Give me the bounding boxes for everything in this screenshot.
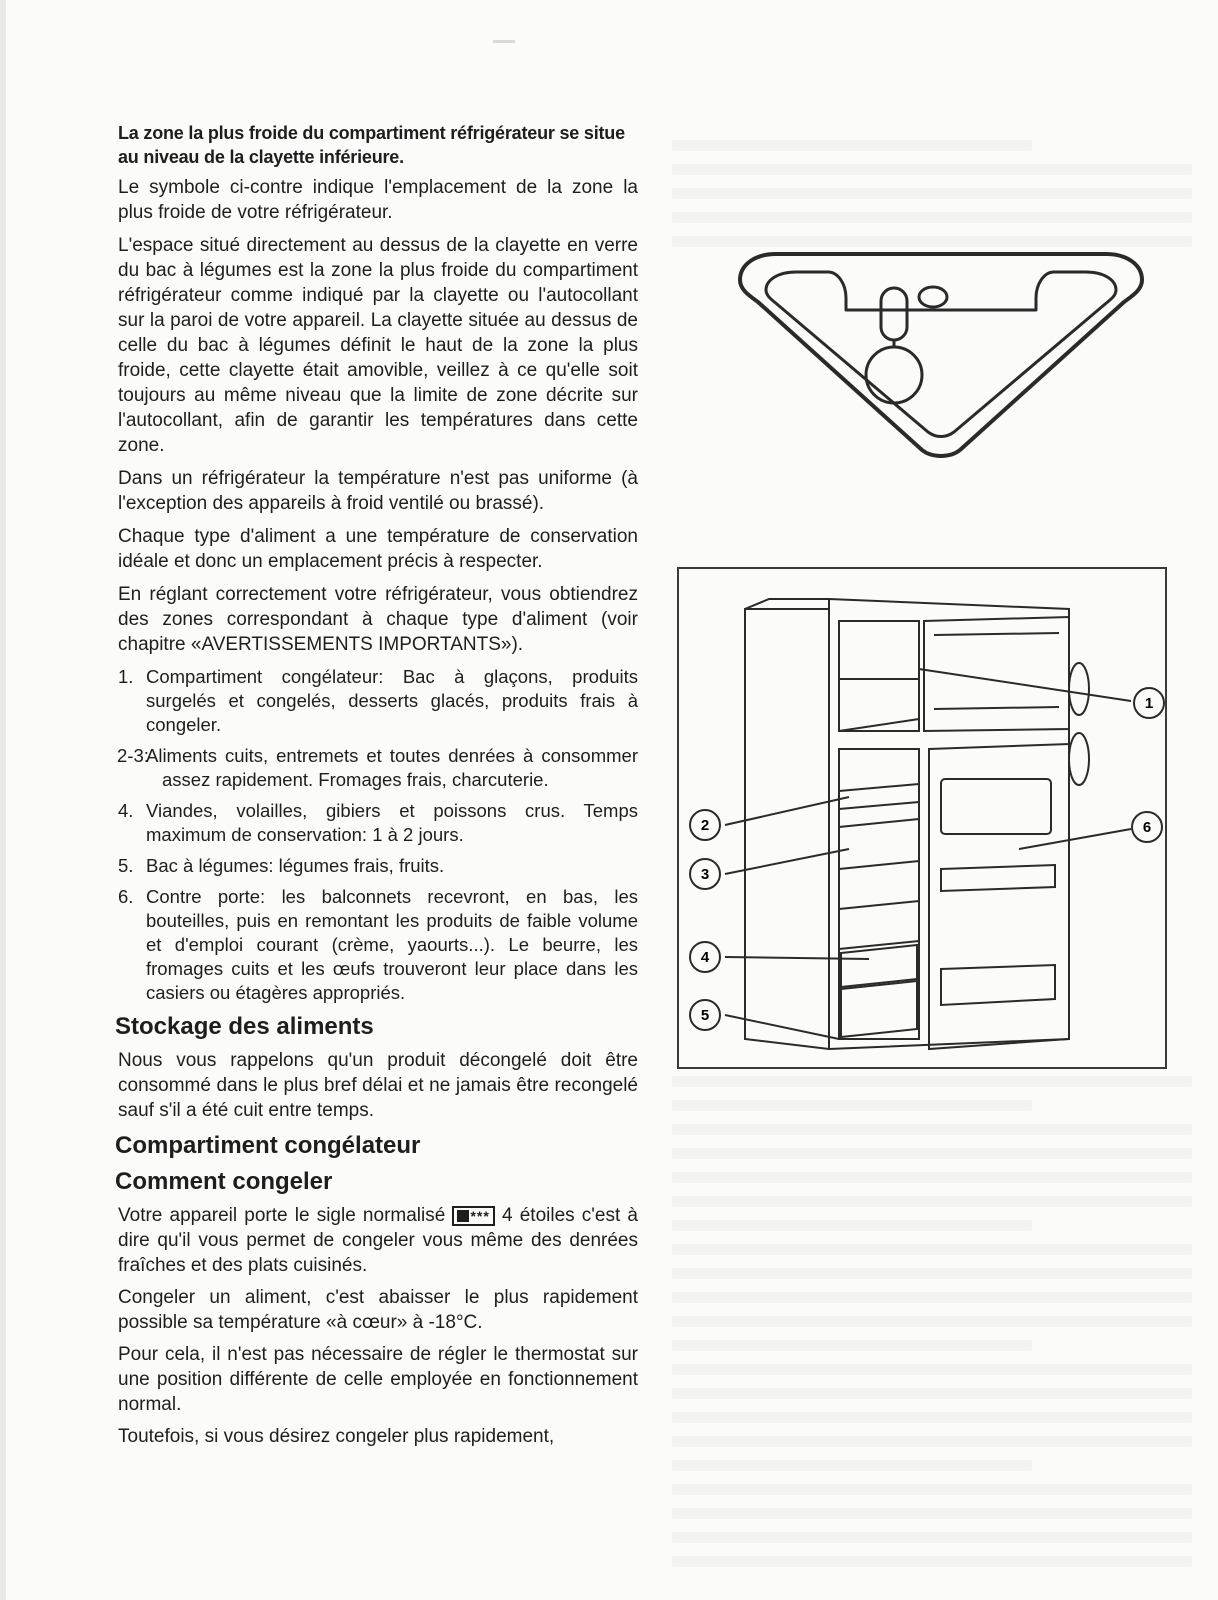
bleed-line [672, 1484, 1192, 1495]
bleed-line [672, 188, 1192, 199]
page-edge [0, 0, 6, 1600]
bleed-line [672, 1460, 1032, 1471]
callout-6: 6 [1142, 819, 1152, 836]
list-item: 1. Compartiment congélateur: Bac à glaçons, produits surgelés et congelés, desserts glacés, produits frais à congeler. [118, 666, 638, 735]
bleed-line [672, 1268, 1192, 1279]
paragraph-symbol: Le symbole ci-contre indique l'emplacement de la zone la plus froide de votre réfrigérateur. [118, 177, 638, 223]
paragraph-sigle: Votre appareil porte le sigle normalisé *** 4 étoiles c'est à dire qu'il vous permet de congeler vous même des denrées fraîches et des plats cuisinés. [118, 1205, 639, 1276]
bleed-line [672, 1076, 1192, 1087]
paragraph-ideal-temp: Chaque type d'aliment a une température de conservation idéale et donc un emplacement précis à respecter. [118, 526, 638, 572]
bleed-line [672, 1364, 1192, 1375]
list-item: 6. Contre porte: les balconnets recevront, en bas, les bouteilles, puis en remontant les produits de faible volume et d'emploi courant (crème, yaourts...). Le beurre, les fromages cuits et les œufs trouveront leur place dans les casiers ou étagères appropriés. [118, 886, 638, 1003]
bleed-line [672, 1316, 1192, 1327]
paragraph-toutefois: Toutefois, si vous désirez congeler plus rapidement, [118, 1426, 555, 1447]
paragraph-congeler: Congeler un aliment, c'est abaisser le plus rapidement possible sa température «à cœur» à -18°C. [118, 1287, 638, 1333]
bleed-line [672, 1340, 1032, 1351]
paragraph-thermostat: Pour cela, il n'est pas nécessaire de régler le thermostat sur une position différente de celle employée en fonctionnement normal. [118, 1344, 638, 1415]
bleed-line [672, 1436, 1192, 1447]
bleed-line [672, 1124, 1192, 1135]
bleed-line [672, 1508, 1192, 1519]
list-item: 2-3: Aliments cuits, entremets et toutes denrées à consommer assez rapidement. Fromages frais, charcuterie. [117, 745, 638, 790]
bleed-line [672, 164, 1192, 175]
four-star-sigle-icon: *** [452, 1206, 494, 1226]
left-column [115, 121, 639, 1456]
bleed-line [672, 1172, 1192, 1183]
callout-5: 5 [700, 1007, 710, 1024]
callout-1: 1 [1144, 695, 1154, 712]
bleed-line [672, 1244, 1192, 1255]
bleed-line [672, 1532, 1192, 1543]
bleed-line [672, 140, 1032, 151]
fridge-illustration [679, 569, 1165, 1067]
paragraph-stockage: Nous vous rappelons qu'un produit décongelé doit être consommé dans le plus bref délai et ne jamais être recongelé sauf s'il a été cuit entre temps. [118, 1050, 638, 1121]
zone-list [118, 665, 638, 1005]
bleed-line [672, 1412, 1192, 1423]
bleed-line [672, 1148, 1192, 1159]
paragraph-uniform: Dans un réfrigérateur la température n'est pas uniforme (à l'exception des appareils à froid ventilé ou brassé). [118, 468, 638, 514]
stockage-title: Stockage des aliments [115, 1013, 374, 1040]
list-item: 5. Bac à légumes: légumes frais, fruits. [118, 855, 445, 876]
bleed-line [672, 1100, 1032, 1111]
congelateur-title: Compartiment congélateur [115, 1132, 421, 1159]
cold-zone-heading: La zone la plus froide du compartiment réfrigérateur se situe au niveau de la clayette inférieure. [118, 123, 625, 167]
callout-2: 2 [700, 817, 710, 834]
fridge-diagram [677, 567, 1167, 1069]
cold-zone-symbol-icon [736, 250, 1146, 460]
callout-3: 3 [700, 866, 710, 883]
bleed-line [672, 1388, 1192, 1399]
bleed-line [672, 1556, 1192, 1567]
bleed-line [672, 1196, 1192, 1207]
callout-markers [690, 688, 1164, 1030]
bleed-line [672, 1220, 1032, 1231]
callout-4: 4 [700, 949, 710, 966]
scan-mark [493, 40, 515, 43]
paragraph-settings: En réglant correctement votre réfrigérateur, vous obtiendrez des zones correspondant à chaque type d'aliment (voir chapitre «AVERTISSEMENTS IMPORTANTS»). [118, 584, 638, 655]
list-item: 4. Viandes, volailles, gibiers et poissons crus. Temps maximum de conservation: 1 à 2 jours. [118, 800, 638, 845]
paragraph-cold-zone: L'espace situé directement au dessus de la clayette en verre du bac à légumes est la zone la plus froide du compartiment réfrigérateur comme indiqué par la clayette ou l'autocollant sur la paroi de votre appareil. La clayette située au dessus de celle du bac à légumes définit le haut de la zone la plus froide, cette clayette était amovible, veillez à ce qu'elle soit toujours au même niveau que la limite de zone décrite sur l'autocollant, afin de garantir les températures dans cette zone. [118, 235, 638, 456]
bleed-line [672, 1292, 1192, 1303]
bleed-line [672, 236, 1192, 247]
bleed-line [672, 212, 1192, 223]
comment-congeler-title: Comment congeler [115, 1168, 333, 1195]
